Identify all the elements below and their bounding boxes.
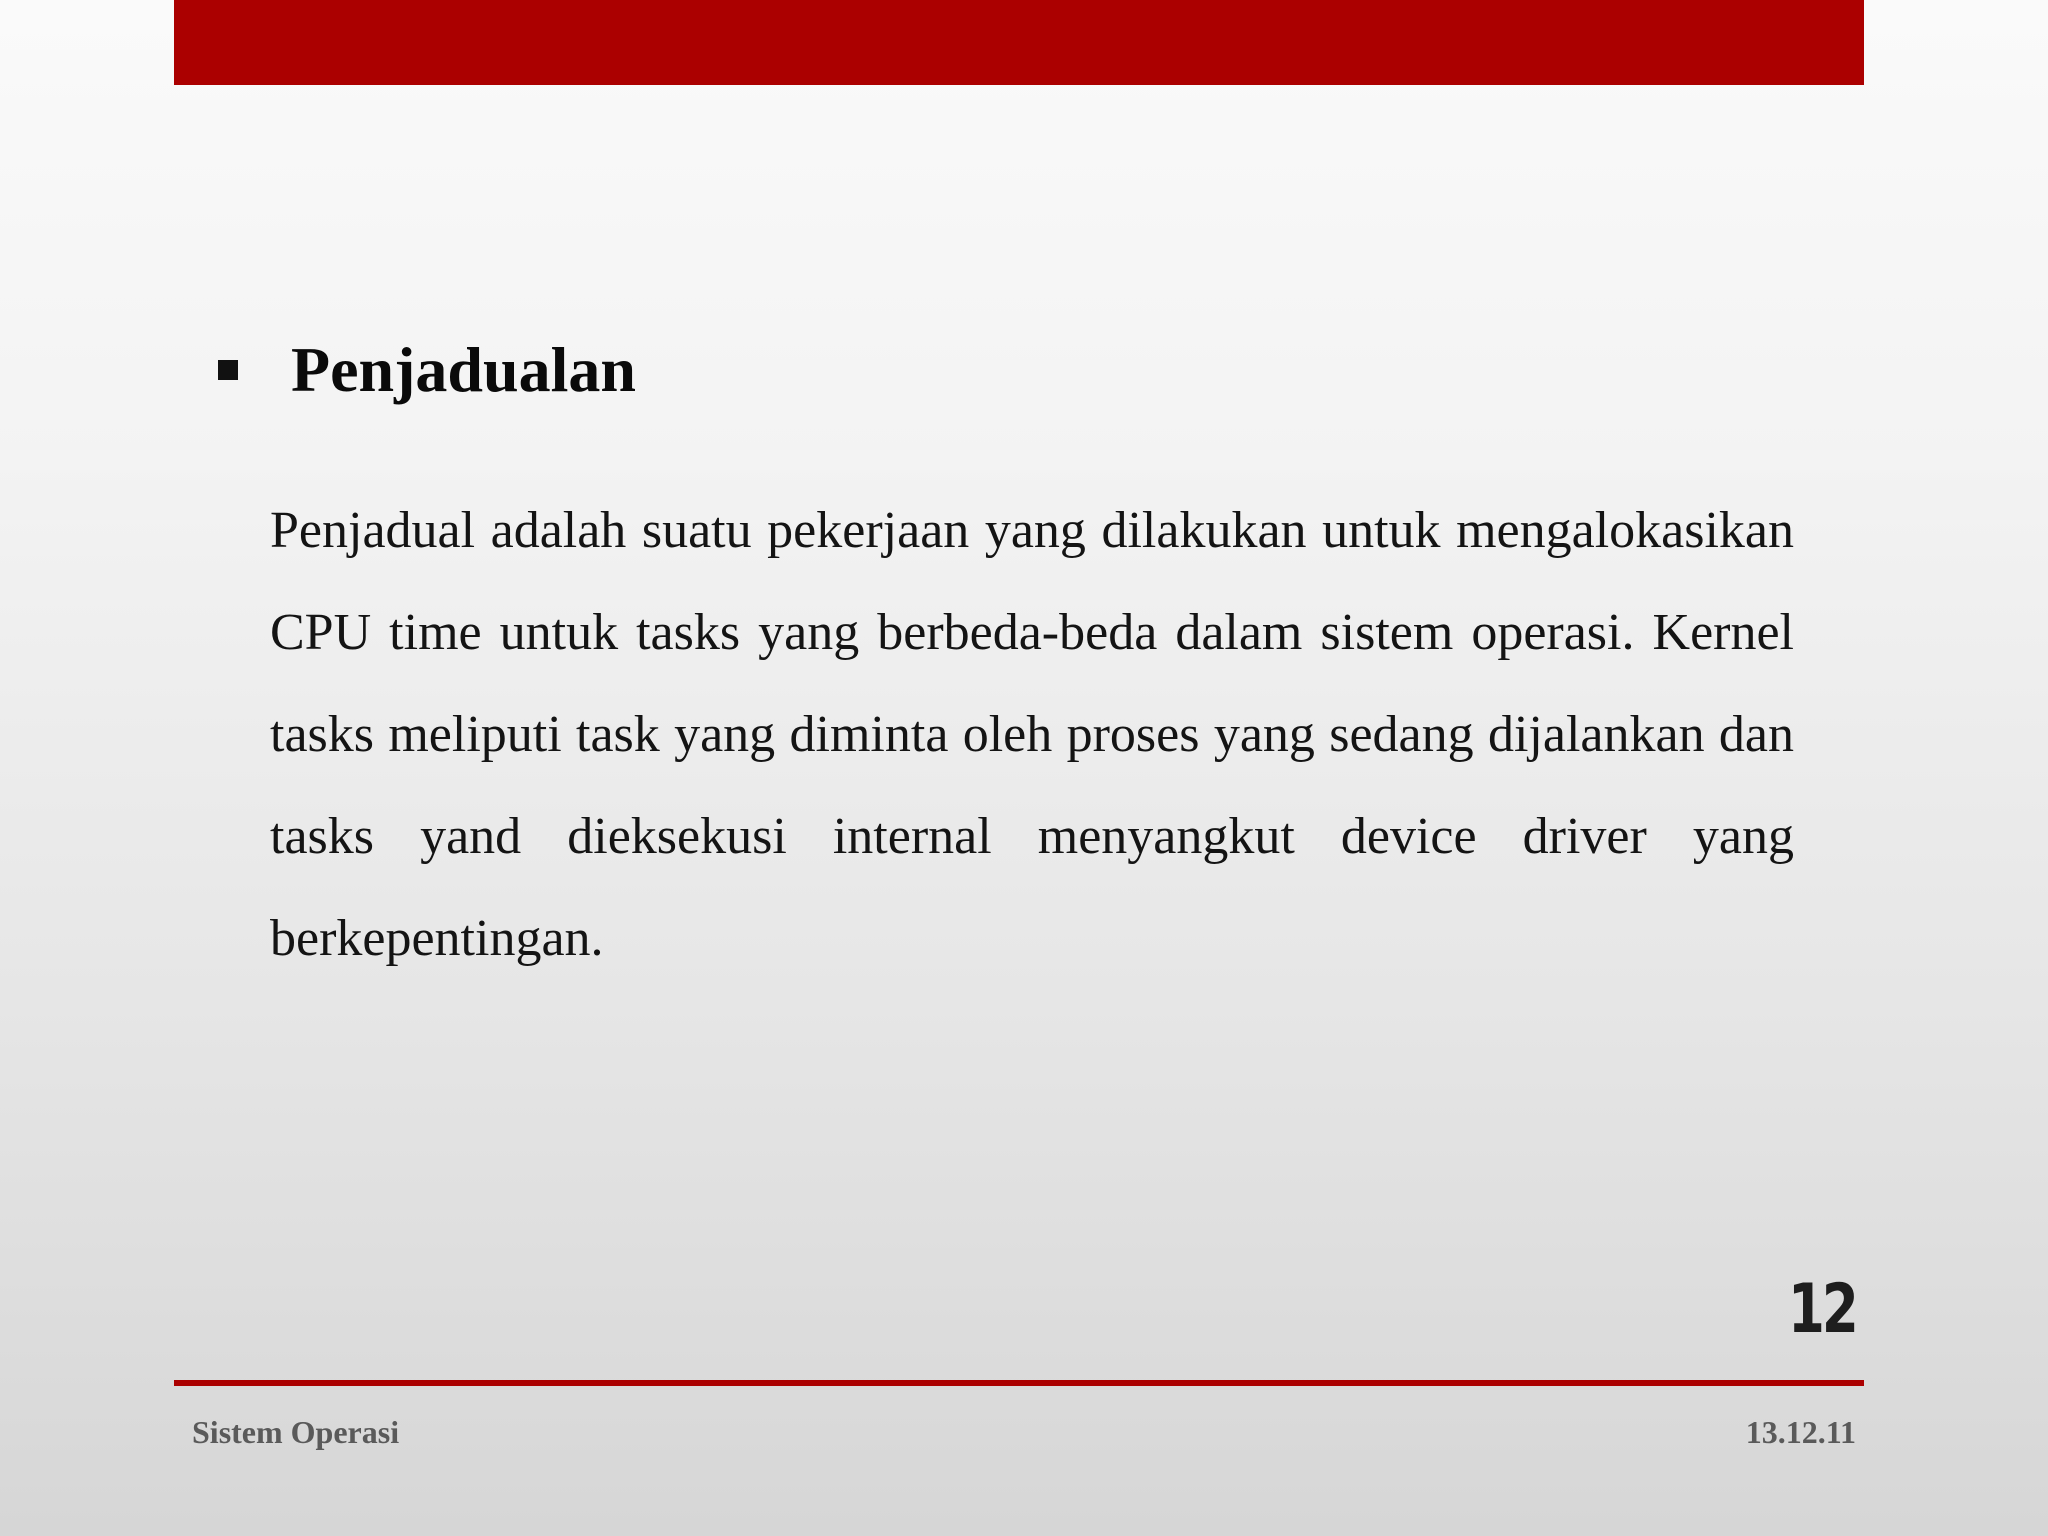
footer-divider xyxy=(174,1380,1864,1386)
square-bullet-icon xyxy=(218,360,238,380)
footer-date: 13.12.11 xyxy=(1745,1414,1856,1450)
footer-title: Sistem Operasi xyxy=(192,1414,400,1450)
slide-page-number: 12 xyxy=(1788,1270,1856,1349)
slide-heading: Penjadualan xyxy=(291,334,636,405)
slide-body-text: Penjadual adalah suatu pekerjaan yang dilakukan untuk mengalokasikan CPU time untuk tasks yang berbeda-beda dalam sistem operasi. Kernel tasks meliputi task yang diminta oleh proses yang sedang dijalankan dan tasks yand dieksekusi internal menyangkut device driver yang berkepentingan. xyxy=(270,502,1794,967)
top-accent-bar xyxy=(174,0,1864,85)
bullet-heading-row xyxy=(218,330,636,410)
